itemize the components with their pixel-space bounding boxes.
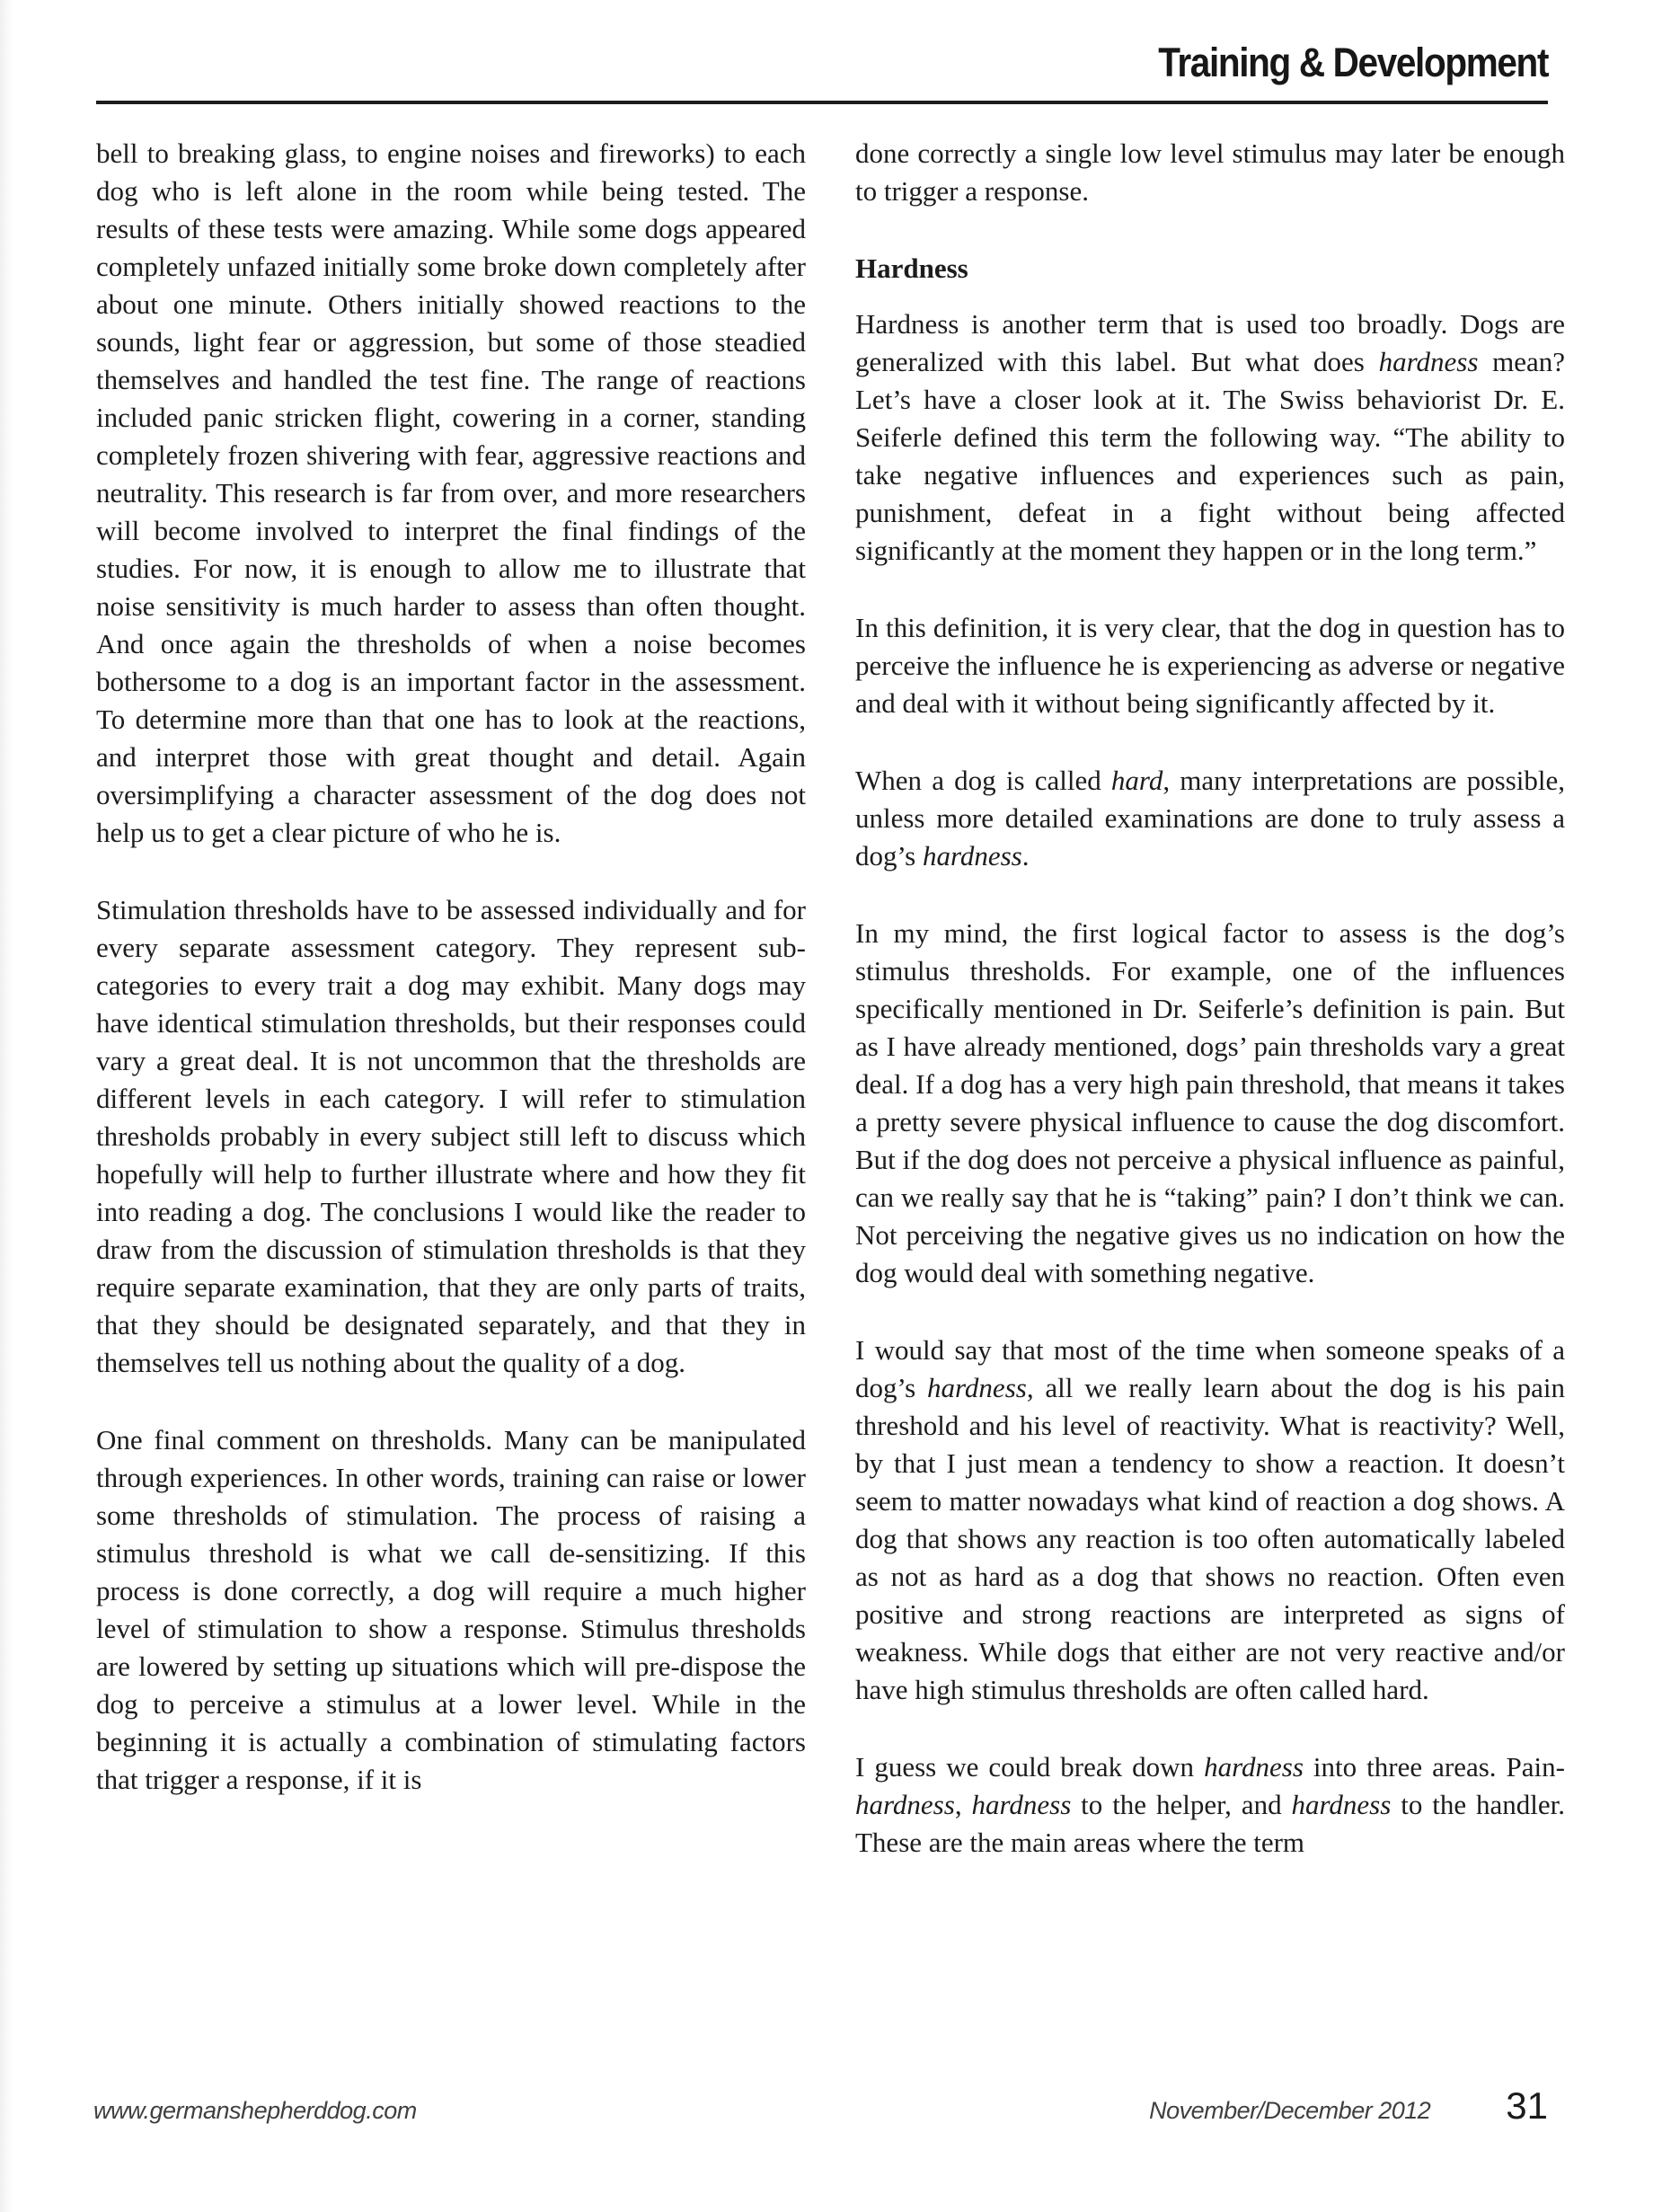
paragraph (855, 762, 1565, 875)
text-run: In my mind, the first logical factor to assess is the dog’s stimulus thresholds. For example, one of the influences specifically mentioned in Dr. Seiferle’s definition is pain. But as I have already mentioned, dogs’ pain thresholds vary a great deal. If a dog has a very high pain threshold, that means it takes a pretty severe physical influence to cause the dog discomfort. But if the dog does not perceive a physical influence as painful, can we really say that he is “taking” pain? I don’t think we can. Not perceiving the negative gives us no indication on how the dog would deal with something negative. (855, 917, 1565, 1288)
italic-text: hardness (971, 1789, 1072, 1820)
italic-text: hardness (1204, 1751, 1304, 1783)
header-rule (96, 101, 1548, 104)
text-run: Stimulation thresholds have to be assessed individually and for every separate assessment category. They represent sub-categories to every trait a dog may exhibit. Many dogs may have identical stimulation thresholds, but their responses could vary a great deal. It is not uncommon that the thresholds are different levels in each category. I will refer to stimulation thresholds probably in every subject still left to discuss which hopefully will help to further illustrate where and how they fit into reading a dog. The conclusions I would like the reader to draw from the discussion of stimulation thresholds is that they require separate examination, that they are only parts of traits, that they should be designated separately, and that they in themselves tell us nothing about the quality of a dog. (96, 894, 806, 1378)
section-heading (855, 250, 1565, 288)
paragraph (855, 135, 1565, 210)
text-run: Hardness (855, 252, 968, 284)
paragraph (855, 305, 1565, 570)
paragraph (855, 609, 1565, 722)
paragraph (855, 1332, 1565, 1709)
text-run: bell to breaking glass, to engine noises and fireworks) to each dog who is left alone in the room while being tested. The results of these tests were amazing. While some dogs appeared completely unfazed initially some broke down completely after about one minute. Others initially showed reactions to the sounds, light fear or aggression, but some of those steadied themselves and handled the test fine. The range of reactions included panic stricken flight, cowering in a corner, standing completely frozen shivering with fear, aggressive reactions and neutrality. This research is far from over, and more researchers will become involved to interpret the final findings of the studies. For now, it is enough to allow me to illustrate that noise sensitivity is much harder to assess than often thought. And once again the thresholds of when a noise becomes bothersome to a dog is an important factor in the assessment. To determine more than that one has to look at the reactions, and interpret those with great thought and detail. Again oversimplifying a character assessment of the dog does not help us to get a clear picture of who he is. (96, 137, 806, 848)
text-run: One final comment on thresholds. Many can be manipulated through experiences. In other words, training can raise or lower some thresholds of stimulation. The process of raising a stimulus threshold is what we call de-sensitizing. If this process is done correctly, a dog will require a much higher level of stimulation to show a response. Stimulus thresholds are lowered by setting up situations which will pre-dispose the dog to perceive a stimulus at a lower level. While in the beginning it is actually a combination of stimulating factors that trigger a response, if it is (96, 1424, 806, 1795)
paragraph (855, 1748, 1565, 1862)
italic-text: hard (1110, 765, 1163, 796)
italic-text: hardness (1378, 346, 1479, 377)
text-run: In this definition, it is very clear, that the dog in question has to perceive the influence he is experiencing as adverse or negative and deal with it without being significantly affected by it. (855, 612, 1565, 719)
right-column (855, 135, 1565, 1901)
italic-text: hardness (855, 1789, 955, 1820)
page-number: 31 (1506, 2084, 1548, 2127)
text-run: done correctly a single low level stimulus may later be enough to trigger a response. (855, 137, 1565, 207)
text-run: When a dog is called (855, 765, 1111, 796)
text-run: I would say that most of the time when someone speaks of a dog’s (855, 1334, 1565, 1403)
text-run: into three areas. Pain- (1303, 1751, 1565, 1783)
italic-text: hardness (1291, 1789, 1392, 1820)
paragraph (96, 1421, 806, 1799)
text-run: , many interpretations are possible, unless more detailed examinations are done to truly assess a dog’s (855, 765, 1565, 872)
left-column (96, 135, 806, 1838)
paragraph (96, 891, 806, 1382)
footer-right-group (1149, 2084, 1548, 2128)
text-run: I guess we could break down (855, 1751, 1205, 1783)
text-run: , all we really learn about the dog is his pain threshold and his level of reactivity. What is reactivity? Well, by that I just mean a tendency to show a reaction. It doesn’t seem to matter nowadays what kind of reaction a dog shows. A dog that shows any reaction is too often automatically labeled as not as hard as a dog that shows no reaction. Often even positive and strong reactions are interpreted as signs of weakness. While dogs that either are not very reactive and/or have high stimulus thresholds are often called hard. (855, 1372, 1565, 1705)
text-run: Hardness is another term that is used too broadly. Dogs are generalized with this label. But what does (855, 308, 1565, 377)
text-run: to the helper, and (1071, 1789, 1292, 1820)
scan-edge-shadow (0, 0, 13, 2212)
paragraph (96, 135, 806, 852)
text-run: , (954, 1789, 972, 1820)
footer-issue-date: November/December 2012 (1149, 2097, 1431, 2124)
paragraph (855, 915, 1565, 1292)
italic-text: hardness (927, 1372, 1027, 1403)
footer (93, 2084, 1548, 2128)
text-run: . (1021, 840, 1030, 872)
italic-text: hardness (922, 840, 1022, 872)
text-run: to the handler. These are the main areas where the term (855, 1789, 1565, 1858)
footer-website: www.germanshepherddog.com (93, 2097, 417, 2124)
text-run: mean? Let’s have a closer look at it. The Swiss behaviorist Dr. E. Seiferle defined this term the following way. “The ability to take negative influences and experiences such as pain, punishment, defeat in a fight without being affected significantly at the moment they happen or in the long term.” (855, 346, 1565, 566)
page-title: Training & Development (1158, 40, 1548, 85)
